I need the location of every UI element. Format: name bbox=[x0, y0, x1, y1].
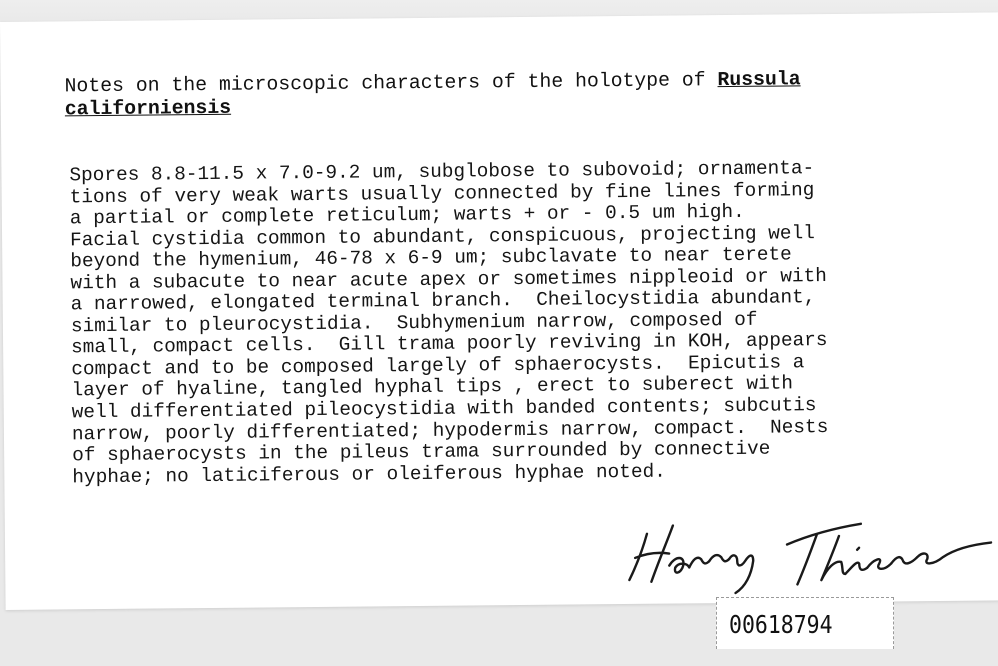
notes-line: Spores 8.8-11.5 x 7.0-9.2 um, subglobose to subovoid; ornamenta- bbox=[69, 157, 815, 187]
typed-note-sheet bbox=[0, 12, 998, 610]
notes-line: a narrowed, elongated terminal branch. Cheilocystidia abundant, bbox=[70, 286, 816, 316]
heading-epithet: californiensis bbox=[64, 96, 232, 121]
notes-line: tions of very weak warts usually connected by fine lines forming bbox=[69, 178, 815, 208]
notes-line: with a subacute to near acute apex or sometimes nippleoid or with bbox=[70, 264, 827, 295]
barcode-number: 00618794 bbox=[729, 610, 833, 639]
notes-line: compact and to be composed largely of sphaerocysts. Epicutis a bbox=[71, 351, 805, 381]
notes-line: layer of hyaline, tangled hyphal tips , erect to suberect with bbox=[71, 372, 794, 402]
microscopy-notes bbox=[69, 158, 828, 488]
notes-line: of sphaerocysts in the pileus trama surrounded by connective bbox=[72, 437, 771, 467]
barcode-label bbox=[716, 597, 894, 649]
notes-line: similar to pleurocystidia. Subhymenium narrow, composed of bbox=[70, 308, 758, 338]
notes-line: hyphae; no laticiferous or oleiferous hyphae noted. bbox=[72, 460, 666, 488]
heading-genus: Russula bbox=[717, 68, 801, 92]
notes-line: narrow, poorly differentiated; hypodermis narrow, compact. Nests bbox=[71, 415, 829, 445]
heading-prefix: Notes on the microscopic characters of the holotype of bbox=[64, 69, 718, 98]
notes-line: well differentiated pileocystidia with banded contents; subcutis bbox=[71, 394, 817, 424]
note-heading bbox=[65, 67, 945, 121]
notes-line: beyond the hymenium, 46-78 x 6-9 um; subclavate to near terete bbox=[70, 243, 792, 273]
notes-line: Facial cystidia common to abundant, conspicuous, projecting well bbox=[69, 221, 815, 251]
notes-line: a partial or complete reticulum; warts + or - 0.5 um high. bbox=[69, 200, 745, 230]
handwritten-signature bbox=[621, 492, 998, 596]
notes-line: small, compact cells. Gill trama poorly reviving in KOH, appears bbox=[71, 329, 828, 359]
